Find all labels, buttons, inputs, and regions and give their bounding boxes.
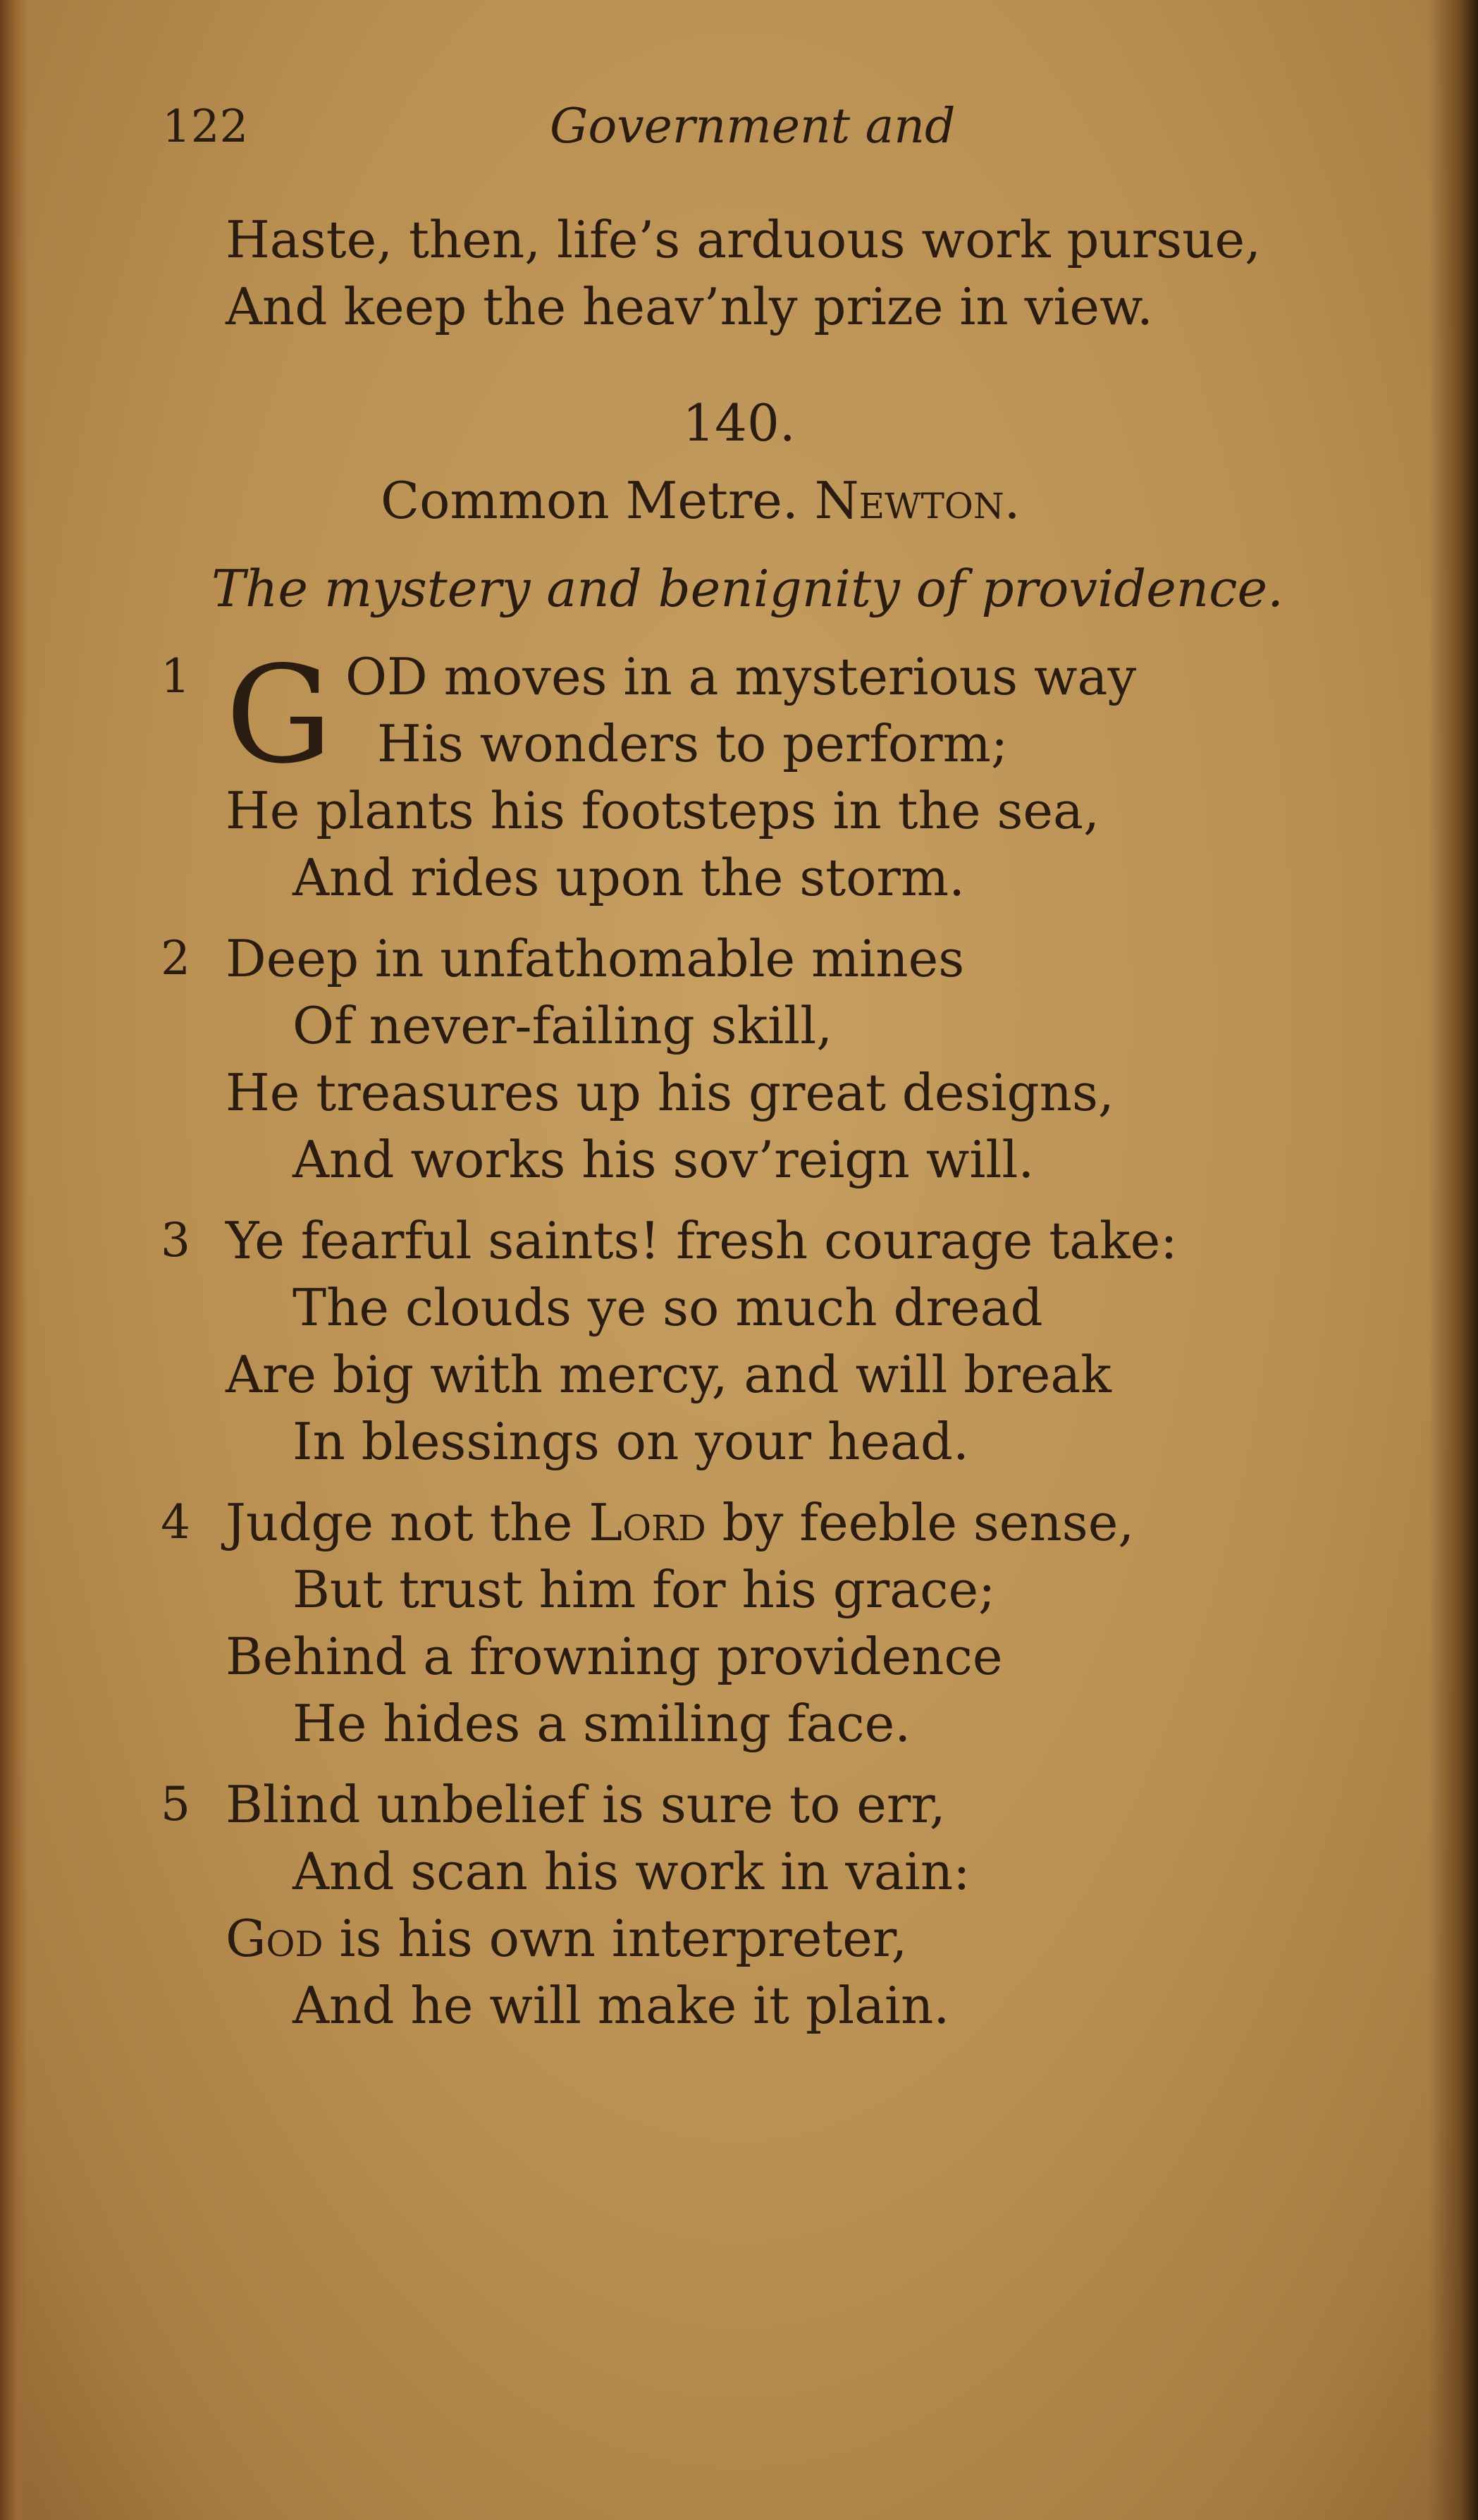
verse-2-line-2: Of never-failing skill,	[292, 996, 833, 1055]
verse-5-god: God	[226, 1909, 324, 1968]
verse-4-line-3: Behind a frowning providence	[226, 1627, 1003, 1686]
hymn-meter: Common Metre.	[381, 471, 799, 530]
verse-1-line-4: And rides upon the storm.	[292, 848, 965, 907]
verse-number-5: 5	[161, 1777, 190, 1831]
verse-number-3: 3	[161, 1213, 190, 1267]
verse-5-line-2: And scan his work in vain:	[292, 1842, 971, 1901]
verse-number-2: 2	[161, 931, 190, 985]
verse-1-line-1: OD moves in a mysterious way	[345, 647, 1137, 706]
verse-4-line-1-pre: Judge not the	[226, 1493, 589, 1552]
verse-1-line-2: His wonders to perform;	[377, 714, 1009, 773]
verse-4-lord: Lord	[589, 1493, 706, 1552]
page-right-edge	[1429, 0, 1478, 2520]
verse-3-line-1: Ye fearful saints! fresh courage take:	[226, 1211, 1178, 1270]
verse-2-line-3: He treasures up his great designs,	[226, 1063, 1114, 1122]
hymn-subject: The mystery and benignity of providence.	[211, 559, 1283, 618]
verse-number-4: 4	[161, 1495, 190, 1549]
verse-2-line-1: Deep in unfathomable mines	[226, 929, 965, 988]
verse-2-line-4: And works his sov’reign will.	[292, 1130, 1035, 1189]
hymn-number: 140.	[682, 393, 796, 453]
page-number: 122	[162, 101, 249, 153]
hymn-author: Newton.	[814, 471, 1021, 530]
verse-5-line-3	[226, 1903, 907, 1974]
verse-3-line-3: Are big with mercy, and will break	[226, 1345, 1111, 1404]
meter-line	[381, 465, 1021, 536]
verse-3-line-4: In blessings on your head.	[292, 1412, 969, 1471]
verse-3-line-2: The clouds ye so much dread	[292, 1278, 1043, 1337]
verse-4-line-1-post: by feeble sense,	[706, 1493, 1135, 1552]
verse-1-line-3: He plants his footsteps in the sea,	[226, 781, 1100, 840]
verse-number-1: 1	[161, 649, 190, 703]
carryover-line-2: And keep the heav’nly prize in view.	[226, 277, 1153, 336]
running-head: Government and	[550, 99, 956, 154]
verse-4-line-4: He hides a smiling face.	[292, 1694, 911, 1753]
verse-5-line-1: Blind unbelief is sure to err,	[226, 1775, 946, 1834]
verse-5-line-3-post: is his own interpreter,	[323, 1909, 908, 1968]
page-left-edge	[0, 0, 28, 2520]
verse-5-line-4: And he will make it plain.	[292, 1976, 950, 2035]
carryover-line-1: Haste, then, life’s arduous work pursue,	[226, 210, 1262, 269]
verse-4-line-2: But trust him for his grace;	[292, 1560, 996, 1619]
drop-cap: G	[226, 637, 333, 793]
verse-4-line-1	[226, 1487, 1134, 1558]
page-header	[162, 92, 1304, 169]
